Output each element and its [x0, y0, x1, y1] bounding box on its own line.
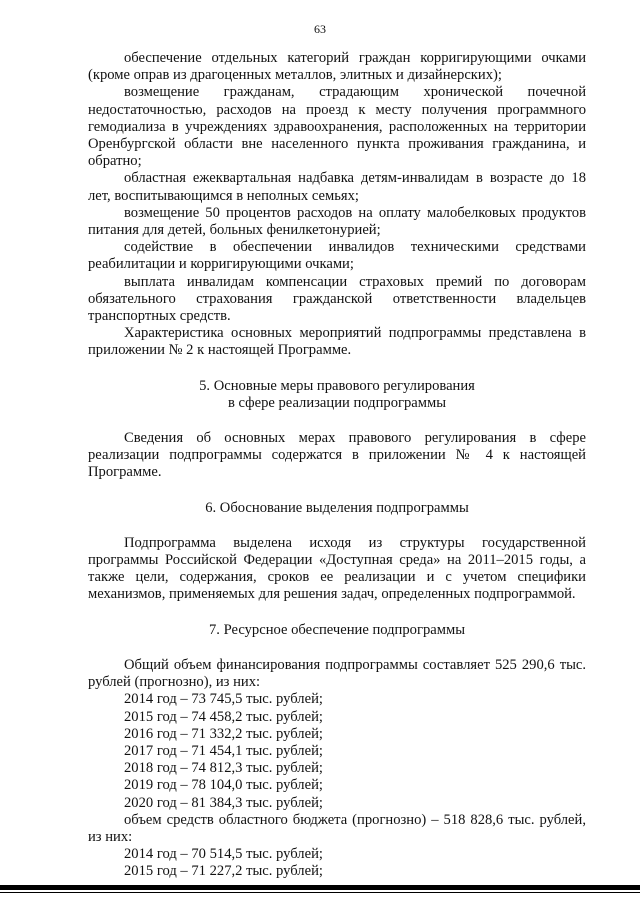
section-heading: 6. Обоснование выделения подпрограммы [205, 499, 469, 516]
paragraph: выплата инвалидам компенсации страховых премий по договорам обязательного страхования гражданской ответственности владельцев транспортных средств. [88, 273, 586, 325]
paragraph: содействие в обеспечении инвалидов техническими средствами реабилитации и корригирующими очками; [88, 239, 586, 273]
paragraph: 2020 год – 81 384,3 тыс. рублей; [124, 794, 323, 811]
spacer [88, 412, 586, 430]
paragraph: 2019 год – 78 104,0 тыс. рублей; [124, 777, 323, 794]
paragraph: Общий объем финансирования подпрограммы составляет 525 290,6 тыс. рублей (прогнозно), из них: [88, 656, 586, 691]
page-number: 63 [314, 22, 326, 36]
paragraph: областная ежеквартальная надбавка детям-инвалидам в возрасте до 18 лет, воспитывающимся в неполных семьях; [88, 170, 586, 204]
paragraph: Подпрограмма выделена исходя из структуры государственной программы Российской Федерации «Доступная среда» на 2011–2015 годы, а также цели, содержания, сроков ее реализации и с учетом специфики механизмов, применяемых для решения задач, определенных подпрограммой. [88, 534, 586, 603]
paragraph: 2015 год – 74 458,2 тыс. рублей; [124, 708, 323, 725]
spacer [88, 604, 586, 622]
paragraph: возмещение гражданам, страдающим хронической почечной недостаточностью, расходов на проезд к месту получения программного гемодиализа в учреждениях здравоохранения, расположенных на территории Оренбургской области вне населенного пункта проживания гражданина, и обратно; [88, 84, 586, 170]
paragraph: 2014 год – 70 514,5 тыс. рублей; [124, 846, 323, 863]
section-heading: 7. Ресурсное обеспечение подпрограммы [208, 621, 465, 638]
spacer [88, 517, 586, 535]
paragraph: возмещение 50 процентов расходов на оплату малобелковых продуктов питания для детей, больных фенилкетонурией; [88, 204, 586, 239]
paragraph: 2015 год – 71 227,2 тыс. рублей; [124, 863, 323, 880]
bottom-rule-thin [0, 892, 640, 893]
paragraph: 2018 год – 74 812,3 тыс. рублей; [124, 760, 323, 777]
bottom-rule [0, 885, 640, 890]
paragraph: обеспечение отдельных категорий граждан корригирующими очками (кроме оправ из драгоценных металлов, элитных и дизайнерских); [88, 50, 586, 84]
paragraph: 2014 год – 73 745,5 тыс. рублей; [124, 691, 323, 708]
spacer [88, 639, 586, 657]
paragraph: 2017 год – 71 454,1 тыс. рублей; [124, 742, 323, 759]
section-heading: в сфере реализации подпрограммы [227, 394, 447, 411]
spacer [88, 482, 586, 500]
paragraph: объем средств областного бюджета (прогнозно) – 518 828,6 тыс. рублей, из них: [88, 811, 586, 845]
paragraph: 2016 год – 71 332,2 тыс. рублей; [124, 725, 323, 742]
paragraph: Характеристика основных мероприятий подпрограммы представлена в приложении № 2 к настоящей Программе. [88, 325, 586, 359]
paragraph: Сведения об основных мерах правового регулирования в сфере реализации подпрограммы содержатся в приложении № 4 к настоящей Программе. [88, 430, 586, 481]
document-body [88, 50, 586, 881]
spacer [88, 360, 586, 378]
section-heading: 5. Основные меры правового регулирования [199, 377, 475, 394]
